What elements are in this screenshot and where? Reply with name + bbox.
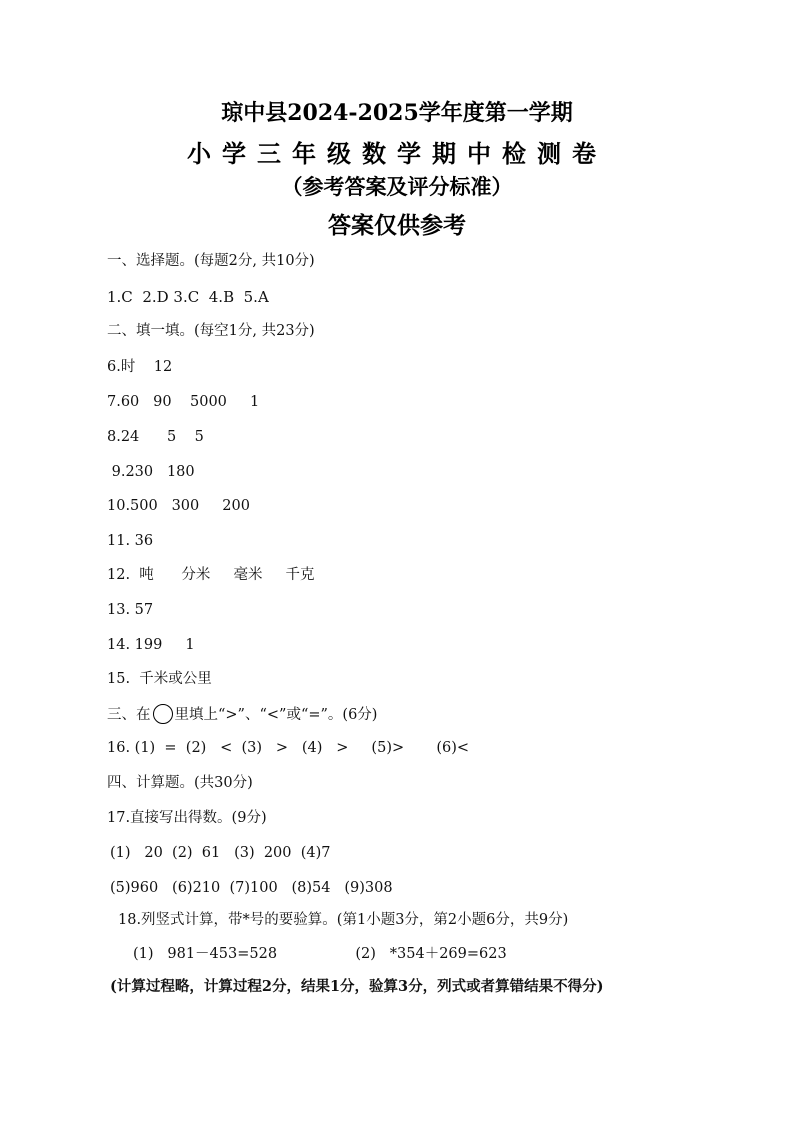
answer-key-subtitle: （参考答案及评分标准） bbox=[281, 174, 513, 199]
scoring-note: (计算过程略，计算过程2分，结果1分，验算3分，列式或者算错结果不得分) bbox=[110, 978, 604, 995]
section4-heading: 四、计算题。(共30分) bbox=[107, 775, 253, 791]
answer-item-15: 15. 千米或公里 bbox=[107, 671, 212, 687]
answer-item-9: 9.230 180 bbox=[107, 464, 195, 480]
answer-item-10: 10.500 300 200 bbox=[107, 498, 250, 514]
answer-item-11: 11. 36 bbox=[107, 533, 154, 549]
question-18-answers: (1) 981－453=528 (2) *354＋269=623 bbox=[133, 946, 507, 962]
question-17-answers-row2: (5)960 (6)210 (7)100 (8)54 (9)308 bbox=[110, 880, 393, 896]
section1-heading: 一、选择题。(每题2分, 共10分) bbox=[107, 253, 315, 269]
section3-heading-prefix: 三、在 bbox=[107, 707, 151, 723]
reference-only-title: 答案仅供参考 bbox=[328, 212, 466, 239]
section3-heading-suffix: 里填上“>”、“<”或“=”。(6分) bbox=[174, 707, 378, 723]
blank-circle-icon bbox=[153, 704, 173, 724]
section1-answers: 1.C 2.D 3.C 4.B 5.A bbox=[107, 288, 269, 306]
question-17-answers-row1: (1) 20 (2) 61 (3) 200 (4)7 bbox=[110, 845, 331, 861]
answer-item-7: 7.60 90 5000 1 bbox=[107, 394, 260, 410]
question-18-title: 18.列竖式计算，带*号的要验算。(第1小题3分，第2小题6分，共9分) bbox=[118, 912, 569, 928]
section3-heading bbox=[107, 704, 377, 724]
answer-item-16: 16. (1) = (2) < (3) > (4) > (5)> (6)< bbox=[107, 740, 470, 756]
exam-county-term-title: 琼中县2024-2025学年度第一学期 bbox=[221, 100, 573, 126]
question-17-title: 17.直接写出得数。(9分) bbox=[107, 810, 267, 826]
answer-item-13: 13. 57 bbox=[107, 602, 154, 618]
answer-item-8: 8.24 5 5 bbox=[107, 429, 204, 445]
answer-item-12: 12. 吨 分米 毫米 千克 bbox=[107, 567, 315, 583]
exam-grade-title: 小学三年级数学期中检测卷 bbox=[187, 139, 607, 168]
answer-item-14: 14. 199 1 bbox=[107, 637, 195, 653]
answer-item-6: 6.时 12 bbox=[107, 359, 173, 375]
section2-heading: 二、填一填。(每空1分, 共23分) bbox=[107, 323, 315, 339]
